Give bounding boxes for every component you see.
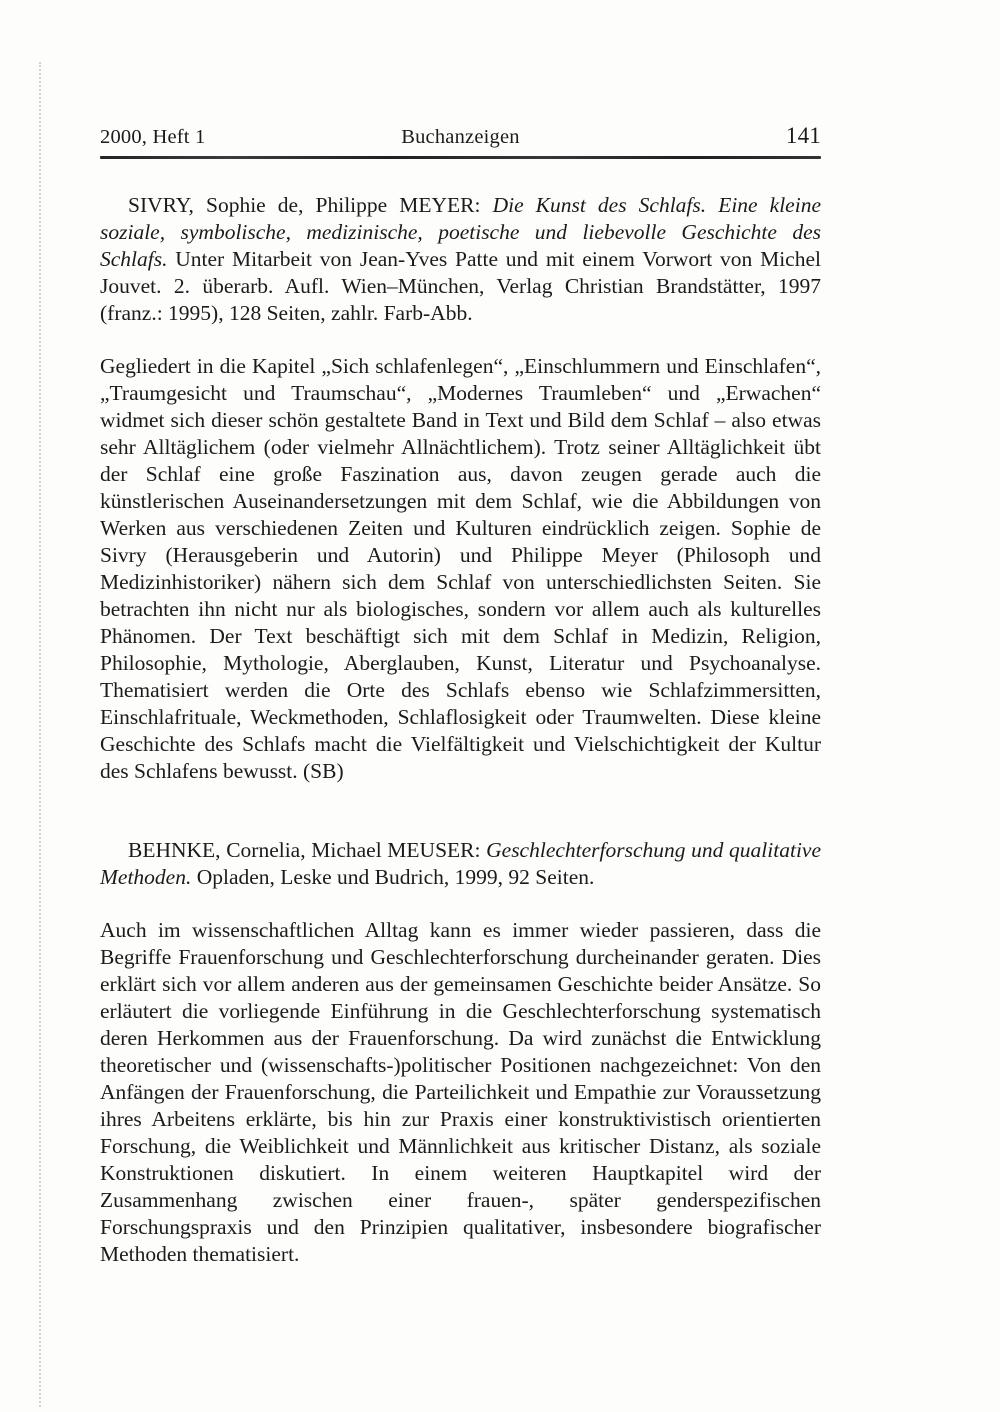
citation-book-title: Die Kunst des Schlafs. Eine kleine soziale, symbolische, medizinische, poetische und liebevolle Geschichte des Schlafs.: [100, 193, 821, 271]
review-text: Auch im wissenschaftlichen Alltag kann es immer wieder passieren, dass die Begriffe Frauenforschung und Geschlechterforschung durcheinander geraten. Dies erklärt sich vor allem anderen aus der gemeinsamen Geschichte beider Ansätze. So erläutert die vorliegende Einführung in die Geschlechterforschung systematisch deren Herkommen aus der Frauenforschung. Da wird zunächst die Entwicklung theoretischer und (wissenschafts-)politischer Positionen nachgezeichnet: Von den Anfängen der Frauenforschung, die Parteilichkeit und Empathie zur Voraussetzung ihres Arbeitens erklärte, bis hin zur Praxis einer konstruktivistisch orientierten Forschung, die Weiblichkeit und Männlichkeit aus kritischer Distanz, als soziale Konstruktionen diskutiert. In einem weiteren Hauptkapitel wird der Zusammenhang zwischen einer frauen-, später genderspezifischen Forschungspraxis und den Prinzipien qualitativer, insbesondere biografischer Methoden thematisiert.: [100, 918, 821, 1266]
book-review-behnke-meuser: [100, 837, 821, 1268]
citation-publication-details: Opladen, Leske und Budrich, 1999, 92 Seiten.: [191, 865, 595, 889]
section-title: Buchanzeigen: [401, 126, 520, 148]
book-citation: [100, 837, 821, 891]
header-rule: [100, 156, 821, 159]
page-body: [100, 124, 821, 1268]
page-number: 141: [785, 123, 821, 148]
issue-label: 2000, Heft 1: [100, 126, 206, 148]
review-text: Gegliedert in die Kapitel „Sich schlafenlegen“, „Einschlummern und Einschlafen“, „Traumgesicht und Traumschau“, „Modernes Traumleben“ und „Erwachen“ widmet sich dieser schön gestaltete Band in Text und Bild dem Schlaf – also etwas sehr Alltäglichem (oder vielmehr Allnächtlichem). Trotz seiner Alltäglichkeit übt der Schlaf eine große Faszination aus, davon zeugen gerade auch die künstlerischen Auseinandersetzungen mit dem Schlaf, wie die Abbildungen von Werken aus verschiedenen Zeiten und Kulturen eindrücklich zeigen. Sophie de Sivry (Herausgeberin und Autorin) und Philippe Meyer (Philosoph und Medizinhistoriker) nähern sich dem Schlaf von unterschiedlichsten Seiten. Sie betrachten ihn nicht nur als biologisches, sondern vor allem auch als kulturelles Phänomen. Der Text beschäftigt sich mit dem Schlaf in Medizin, Religion, Philosophie, Mythologie, Aberglauben, Kunst, Literatur und Psychoanalyse. Thematisiert werden die Orte des Schlafs ebenso wie Schlafzimmersitten, Einschlafrituale, Weckmethoden, Schlaflosigkeit oder Traumwelten. Diese kleine Geschichte des Schlafs macht die Vielfältigkeit und Vielschichtigkeit der Kultur des Schlafens bewusst. (SB): [100, 354, 821, 783]
book-citation: [100, 192, 821, 327]
citation-authors: SIVRY, Sophie de, Philippe MEYER:: [128, 193, 493, 217]
citation-book-title: Geschlechterforschung und qualitative Methoden.: [100, 838, 822, 889]
scan-artifact-dotted-line: [39, 62, 41, 1407]
citation-authors: BEHNKE, Cornelia, Michael MEUSER:: [128, 838, 487, 862]
running-head: [100, 124, 821, 149]
citation-publication-details: Unter Mitarbeit von Jean-Yves Patte und mit einem Vorwort von Michel Jouvet. 2. überarb. Aufl. Wien–München, Verlag Christian Brandstätter, 1997 (franz.: 1995), 128 Seiten, zahlr. Farb-Abb.: [100, 247, 821, 325]
book-review-sivry-meyer: [100, 192, 821, 785]
